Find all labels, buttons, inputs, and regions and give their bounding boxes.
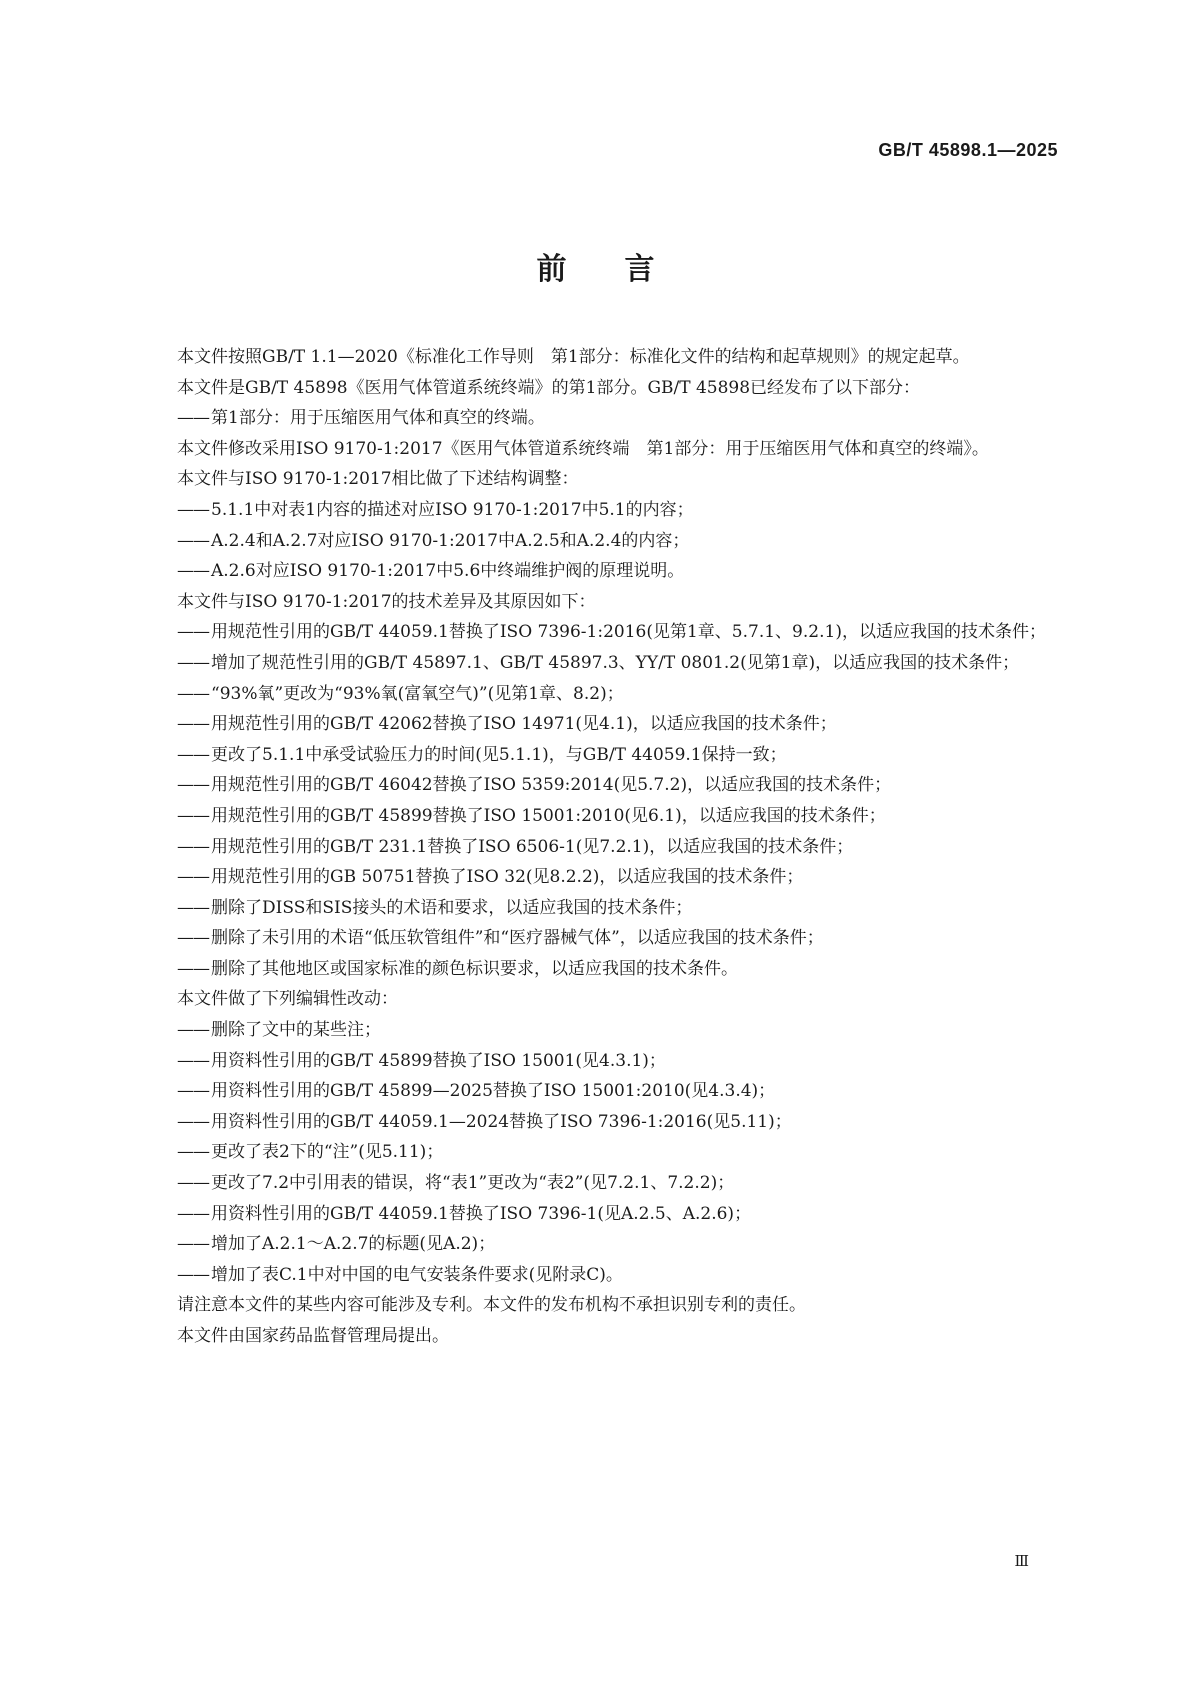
list-item — [143, 1107, 1063, 1138]
list-item-text: 用资料性引用的GB/T 44059.1—2024替换了ISO 7396-1:2016(见5.11)； — [211, 1111, 792, 1132]
paragraph: 本文件由国家药品监督管理局提出。 — [177, 1326, 449, 1346]
list-item — [143, 1076, 1063, 1107]
standard-code: GB/T 45898.1—2025 — [878, 140, 1058, 160]
list-item — [143, 1137, 1063, 1168]
list-item — [143, 526, 1063, 557]
list-item — [143, 495, 1063, 526]
dash-marker: —— — [177, 530, 209, 551]
paragraph: 本文件按照GB/T 1.1—2020《标准化工作导则 第1部分：标准化文件的结构和起草规则》的规定起草。 — [177, 347, 970, 367]
list-item — [143, 1046, 1063, 1077]
dash-marker: —— — [177, 1234, 209, 1255]
list-item — [143, 862, 1063, 893]
dash-marker: —— — [177, 683, 209, 704]
dash-marker: —— — [177, 408, 209, 429]
list-item-text: 用规范性引用的GB 50751替换了ISO 32(见8.2.2)，以适应我国的技术条件； — [211, 867, 804, 888]
list-item-text: 增加了表C.1中对中国的电气安装条件要求(见附录C)。 — [211, 1264, 623, 1285]
dash-marker: —— — [177, 928, 209, 949]
list-item-text: 删除了文中的某些注； — [211, 1020, 381, 1041]
dash-marker: —— — [177, 714, 209, 735]
dash-marker: —— — [177, 744, 209, 765]
page-number: Ⅲ — [1014, 1552, 1029, 1570]
list-item-text: 删除了DISS和SIS接头的术语和要求，以适应我国的技术条件； — [211, 897, 693, 918]
list-item — [143, 1015, 1063, 1046]
list-item-text: A.2.4和A.2.7对应ISO 9170-1:2017中A.2.5和A.2.4的内容； — [211, 530, 690, 551]
dash-marker: —— — [177, 499, 209, 520]
list-item-text: 删除了其他地区或国家标准的颜色标识要求，以适应我国的技术条件。 — [211, 958, 738, 979]
list-item-text: 删除了未引用的术语“低压软管组件”和“医疗器械气体”，以适应我国的技术条件； — [211, 928, 824, 949]
list-item — [143, 648, 1063, 679]
list-item-text: 用资料性引用的GB/T 45899—2025替换了ISO 15001:2010(见4.3.4)； — [211, 1081, 776, 1102]
list-item — [143, 679, 1063, 710]
dash-marker: —— — [177, 958, 209, 979]
list-item — [143, 740, 1063, 771]
list-item-text: 用规范性引用的GB/T 231.1替换了ISO 6506-1(见7.2.1)，以适应我国的技术条件； — [211, 836, 854, 857]
list-item — [143, 923, 1063, 954]
paragraph: 请注意本文件的某些内容可能涉及专利。本文件的发布机构不承担识别专利的责任。 — [177, 1295, 806, 1316]
list-item-text: 更改了表2下的“注”(见5.11)； — [211, 1142, 444, 1163]
dash-marker: —— — [177, 867, 209, 888]
list-item-text: 用资料性引用的GB/T 45899替换了ISO 15001(见4.3.1)； — [211, 1050, 666, 1071]
dash-marker: —— — [177, 1050, 209, 1071]
list-item — [143, 709, 1063, 740]
list-item-text: 增加了A.2.1～A.2.7的标题(见A.2)； — [211, 1234, 496, 1255]
dash-marker: —— — [177, 1173, 209, 1194]
list-item — [143, 893, 1063, 924]
list-item-text: 用规范性引用的GB/T 46042替换了ISO 5359:2014(见5.7.2)，以适应我国的技术条件； — [211, 775, 892, 796]
paragraph: 本文件是GB/T 45898《医用气体管道系统终端》的第1部分。GB/T 45898已经发布了以下部分： — [177, 377, 921, 398]
dash-marker: —— — [177, 1142, 209, 1163]
list-item — [143, 403, 1063, 434]
dash-marker: —— — [177, 1020, 209, 1041]
list-item-text: 更改了5.1.1中承受试验压力的时间(见5.1.1)，与GB/T 44059.1保持一致； — [211, 744, 787, 765]
page-title: 前言 — [536, 252, 713, 287]
list-item-text: 用资料性引用的GB/T 44059.1替换了ISO 7396-1(见A.2.5、A.2.6)； — [211, 1203, 752, 1224]
list-item — [143, 617, 1063, 648]
dash-marker: —— — [177, 652, 209, 673]
list-item-text: “93%氧”更改为“93%氧(富氧空气)”(见第1章、8.2)； — [211, 683, 624, 704]
paragraph: 本文件修改采用ISO 9170-1:2017《医用气体管道系统终端 第1部分：用于压缩医用气体和真空的终端》。 — [177, 438, 989, 459]
dash-marker: —— — [177, 805, 209, 826]
foreword-body — [143, 342, 1063, 1352]
paragraph: 本文件与ISO 9170-1:2017的技术差异及其原因如下： — [177, 591, 596, 612]
dash-marker: —— — [177, 775, 209, 796]
list-item — [143, 801, 1063, 832]
list-item — [143, 1229, 1063, 1260]
dash-marker: —— — [177, 561, 209, 582]
list-item — [143, 1199, 1063, 1230]
list-item — [143, 1168, 1063, 1199]
list-item — [143, 832, 1063, 863]
dash-marker: —— — [177, 836, 209, 857]
paragraph: 本文件做了下列编辑性改动： — [177, 989, 398, 1010]
list-item — [143, 556, 1063, 587]
dash-marker: —— — [177, 622, 209, 643]
list-item-text: 增加了规范性引用的GB/T 45897.1、GB/T 45897.3、YY/T 0801.2(见第1章)，以适应我国的技术条件； — [211, 652, 1020, 673]
list-item-text: 更改了7.2中引用表的错误，将“表1”更改为“表2”(见7.2.1、7.2.2)； — [211, 1173, 735, 1194]
list-item-text: 用规范性引用的GB/T 42062替换了ISO 14971(见4.1)，以适应我国的技术条件； — [211, 714, 837, 735]
list-item-text: 用规范性引用的GB/T 44059.1替换了ISO 7396-1:2016(见第1章、5.7.1、9.2.1)，以适应我国的技术条件； — [211, 622, 1046, 643]
list-item — [143, 770, 1063, 801]
dash-marker: —— — [177, 897, 209, 918]
list-item — [143, 954, 1063, 985]
list-item-text: 用规范性引用的GB/T 45899替换了ISO 15001:2010(见6.1)，以适应我国的技术条件； — [211, 805, 886, 826]
list-item-text: A.2.6对应ISO 9170-1:2017中5.6中终端维护阀的原理说明。 — [211, 561, 685, 582]
dash-marker: —— — [177, 1203, 209, 1224]
list-item-text: 第1部分：用于压缩医用气体和真空的终端。 — [211, 408, 545, 429]
dash-marker: —— — [177, 1111, 209, 1132]
dash-marker: —— — [177, 1081, 209, 1102]
list-item — [143, 1260, 1063, 1291]
paragraph: 本文件与ISO 9170-1:2017相比做了下述结构调整： — [177, 469, 579, 490]
dash-marker: —— — [177, 1264, 209, 1285]
list-item-text: 5.1.1中对表1内容的描述对应ISO 9170-1:2017中5.1的内容； — [211, 499, 694, 520]
